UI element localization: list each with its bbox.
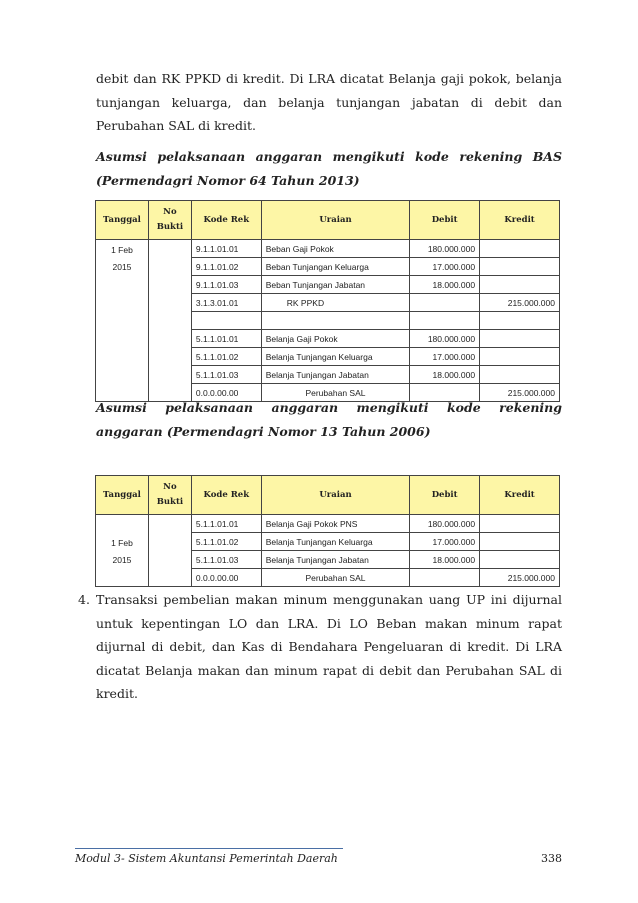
tanggal-year: 2015 [112, 262, 132, 272]
header-uraian: Uraian [261, 476, 409, 515]
header-bukti: Bukti [156, 497, 184, 507]
kredit-cell [480, 348, 560, 366]
header-no: No [163, 482, 177, 492]
header-no-bukti [148, 201, 191, 240]
kode-cell: 5.1.1.01.01 [191, 330, 261, 348]
uraian-cell: Beban Gaji Pokok [261, 240, 409, 258]
kode-cell: 3.1.3.01.01 [191, 294, 261, 312]
uraian-cell: Belanja Gaji Pokok PNS [261, 515, 409, 533]
kredit-cell [480, 366, 560, 384]
uraian-cell: Beban Tunjangan Keluarga [261, 258, 409, 276]
kode-cell: 0.0.0.00.00 [191, 384, 261, 402]
kredit-cell [480, 533, 560, 551]
kredit-cell [480, 515, 560, 533]
tanggal-cell [96, 515, 149, 587]
debit-cell [410, 294, 480, 312]
debit-cell: 18.000.000 [410, 551, 480, 569]
header-kredit: Kredit [480, 201, 560, 240]
header-kode-rek: Kode Rek [191, 476, 261, 515]
header-uraian: Uraian [261, 201, 409, 240]
header-bukti: Bukti [156, 222, 184, 232]
kredit-cell: 215.000.000 [480, 384, 560, 402]
header-kredit: Kredit [480, 476, 560, 515]
page-number: 338 [541, 852, 562, 865]
journal-table-anggaran [95, 475, 560, 587]
footer-module-title: Modul 3- Sistem Akuntansi Pemerintah Daerah [75, 852, 338, 865]
kode-cell [191, 312, 261, 330]
no-bukti-cell [148, 240, 191, 402]
header-kode-rek: Kode Rek [191, 201, 261, 240]
journal-table-bas [95, 200, 560, 402]
kredit-cell [480, 312, 560, 330]
uraian-cell: Belanja Tunjangan Keluarga [261, 348, 409, 366]
debit-cell: 17.000.000 [410, 348, 480, 366]
debit-cell [410, 569, 480, 587]
kode-cell: 5.1.1.01.03 [191, 366, 261, 384]
no-bukti-cell [148, 515, 191, 587]
kredit-cell [480, 240, 560, 258]
kredit-cell [480, 330, 560, 348]
uraian-cell: Belanja Gaji Pokok [261, 330, 409, 348]
uraian-cell: RK PPKD [261, 294, 409, 312]
kode-cell: 5.1.1.01.01 [191, 515, 261, 533]
table-row [96, 240, 560, 258]
kode-cell: 5.1.1.01.03 [191, 551, 261, 569]
uraian-cell: Belanja Tunjangan Jabatan [261, 366, 409, 384]
footer-divider [75, 848, 343, 849]
section-heading-bas: Asumsi pelaksanaan anggaran mengikuti kode rekening BAS (Permendagri Nomor 64 Tahun 2013) [96, 149, 562, 188]
uraian-cell: Belanja Tunjangan Jabatan [261, 551, 409, 569]
table-header-row [96, 476, 560, 515]
debit-cell: 18.000.000 [410, 366, 480, 384]
debit-cell: 180.000.000 [410, 240, 480, 258]
kode-cell: 9.1.1.01.03 [191, 276, 261, 294]
intro-paragraph: debit dan RK PPKD di kredit. Di LRA dicatat Belanja gaji pokok, belanja tunjangan keluarga, dan belanja tunjangan jabatan di debit dan Perubahan SAL di kredit. [96, 71, 562, 133]
debit-cell [410, 312, 480, 330]
tanggal-cell [96, 240, 149, 402]
header-debit: Debit [410, 201, 480, 240]
header-tanggal: Tanggal [96, 201, 149, 240]
debit-cell: 17.000.000 [410, 533, 480, 551]
kode-cell: 0.0.0.00.00 [191, 569, 261, 587]
tanggal-date: 1 Feb [111, 245, 133, 255]
uraian-cell: Beban Tunjangan Jabatan [261, 276, 409, 294]
header-no: No [163, 207, 177, 217]
debit-cell: 17.000.000 [410, 258, 480, 276]
header-no-bukti [148, 476, 191, 515]
header-debit: Debit [410, 476, 480, 515]
kredit-cell [480, 551, 560, 569]
table-row [96, 515, 560, 533]
kode-cell: 5.1.1.01.02 [191, 533, 261, 551]
list-item-number: 4. [78, 592, 90, 607]
debit-cell: 180.000.000 [410, 330, 480, 348]
kode-cell: 9.1.1.01.01 [191, 240, 261, 258]
header-tanggal: Tanggal [96, 476, 149, 515]
debit-cell: 180.000.000 [410, 515, 480, 533]
kredit-cell [480, 258, 560, 276]
tanggal-year: 2015 [112, 554, 132, 565]
list-item-text: Transaksi pembelian makan minum menggunakan uang UP ini dijurnal untuk kepentingan LO dan LRA. Di LO Beban makan minum rapat dijurnal di debit, dan Kas di Bendahara Pengeluaran di kredit. Di LRA dicatat Belanja makan dan minum rapat di debit dan Perubahan SAL di kredit. [96, 592, 562, 701]
uraian-cell: Perubahan SAL [261, 384, 409, 402]
uraian-cell: Belanja Tunjangan Keluarga [261, 533, 409, 551]
uraian-cell [261, 312, 409, 330]
table-header-row [96, 201, 560, 240]
kredit-cell [480, 276, 560, 294]
kode-cell: 9.1.1.01.02 [191, 258, 261, 276]
kredit-cell: 215.000.000 [480, 569, 560, 587]
tanggal-date: 1 Feb [111, 537, 133, 548]
debit-cell: 18.000.000 [410, 276, 480, 294]
section-heading-anggaran: Asumsi pelaksanaan anggaran mengikuti kode rekening anggaran (Permendagri Nomor 13 Tahun 2006) [96, 400, 562, 439]
kredit-cell: 215.000.000 [480, 294, 560, 312]
uraian-cell: Perubahan SAL [261, 569, 409, 587]
kode-cell: 5.1.1.01.02 [191, 348, 261, 366]
